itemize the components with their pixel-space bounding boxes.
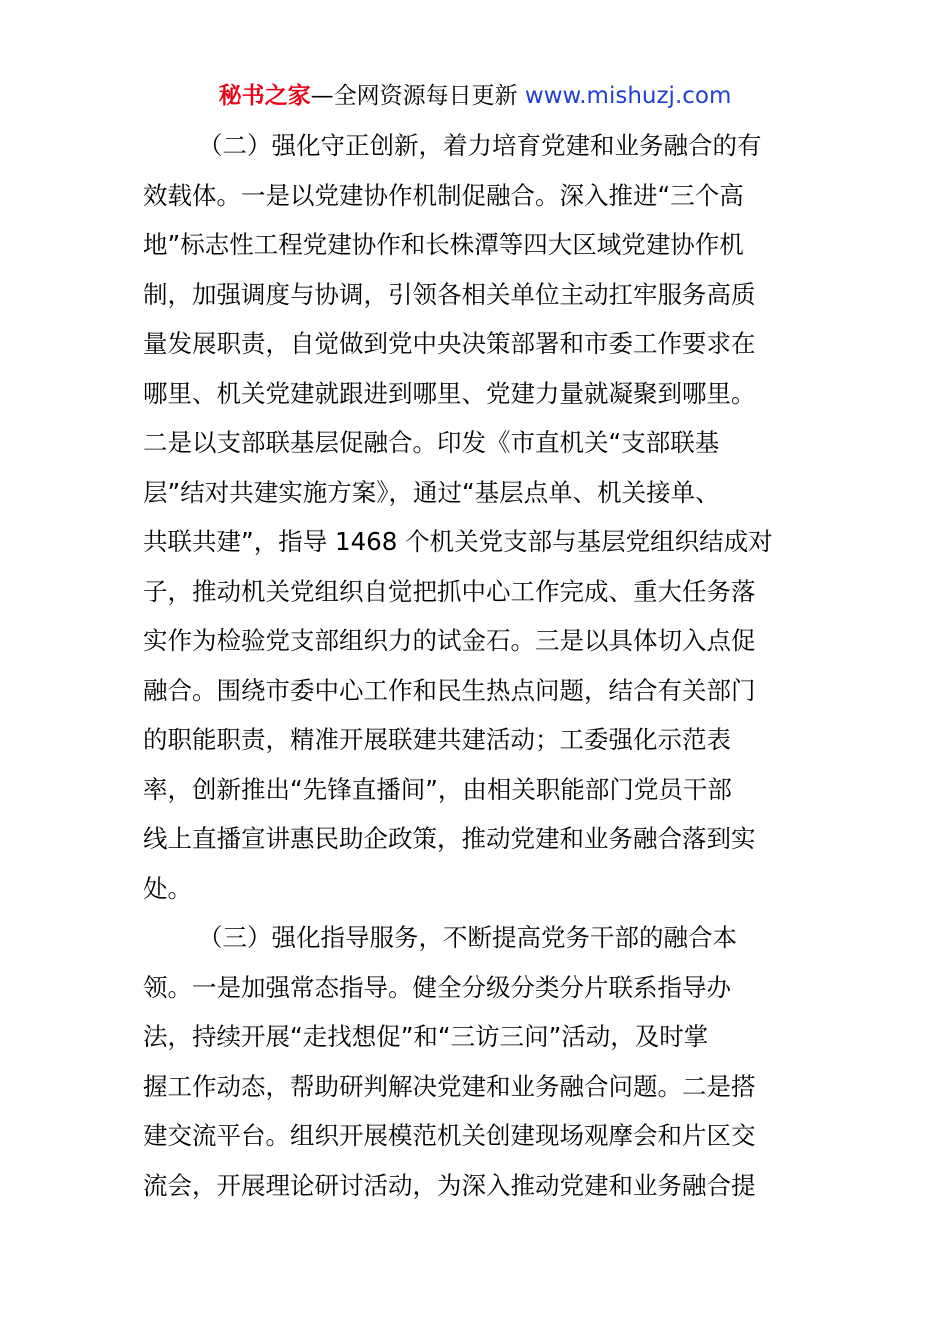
paragraph-line: 层”结对共建实施方案》，通过“基层点单、机关接单、	[143, 477, 720, 507]
paragraph-line: 共联共建”，指导 1468 个机关党支部与基层党组织结成对	[143, 527, 773, 556]
paragraph-line: 线上直播宣讲惠民助企政策，推动党建和业务融合落到实	[143, 824, 756, 853]
paragraph-line: 处。	[143, 873, 192, 903]
paragraph-line: 流会，开展理论研讨活动，为深入推动党建和业务融合提	[143, 1170, 756, 1200]
paragraph-line: 建交流平台。组织开展模范机关创建现场观摩会和片区交	[143, 1121, 756, 1150]
brand-name: 秘书之家	[218, 83, 311, 109]
paragraph-line: （二）强化守正创新，着力培育党建和业务融合的有	[198, 131, 762, 160]
paragraph-line: 二是以支部联基层促融合。印发《市直机关“支部联基	[143, 428, 720, 457]
paragraph	[143, 913, 809, 1210]
paragraph-line: 实作为检验党支部组织力的试金石。三是以具体切入点促	[143, 626, 756, 655]
paragraph-line: 率，创新推出“先锋直播间”，由相关职能部门党员干部	[143, 774, 732, 804]
paragraph-line: 量发展职责，自觉做到党中央决策部署和市委工作要求在	[143, 329, 756, 358]
paragraph-line: 法，持续开展“走找想促”和“三访三问”活动，及时掌	[143, 1022, 709, 1051]
paragraph-line: （三）强化指导服务，不断提高党务干部的融合本	[198, 923, 737, 952]
site-header	[0, 80, 950, 112]
paragraph-line: 哪里、机关党建就跟进到哪里、党建力量就凝聚到哪里。	[143, 378, 756, 408]
paragraph-line: 领。一是加强常态指导。健全分级分类分片联系指导办	[143, 972, 731, 1002]
site-url-link[interactable]: www.mishuzj.com	[524, 83, 732, 109]
document-body	[143, 121, 809, 1210]
header-tagline: —全网资源每日更新	[310, 83, 518, 109]
paragraph-line: 的职能职责，精准开展联建共建活动；工委强化示范表	[143, 725, 731, 754]
paragraph-line: 效载体。一是以党建协作机制促融合。深入推进“三个高	[143, 180, 744, 210]
paragraph-line: 握工作动态，帮助研判解决党建和业务融合问题。二是搭	[143, 1071, 756, 1101]
paragraph-line: 地”标志性工程党建协作和长株潭等四大区域党建协作机	[143, 230, 744, 259]
paragraph-line: 制，加强调度与协调，引领各相关单位主动扛牢服务高质	[143, 279, 756, 309]
paragraph	[143, 121, 809, 913]
paragraph-line: 融合。围绕市委中心工作和民生热点问题，结合有关部门	[143, 675, 756, 705]
paragraph-line: 子，推动机关党组织自觉把抓中心工作完成、重大任务落	[143, 576, 756, 606]
